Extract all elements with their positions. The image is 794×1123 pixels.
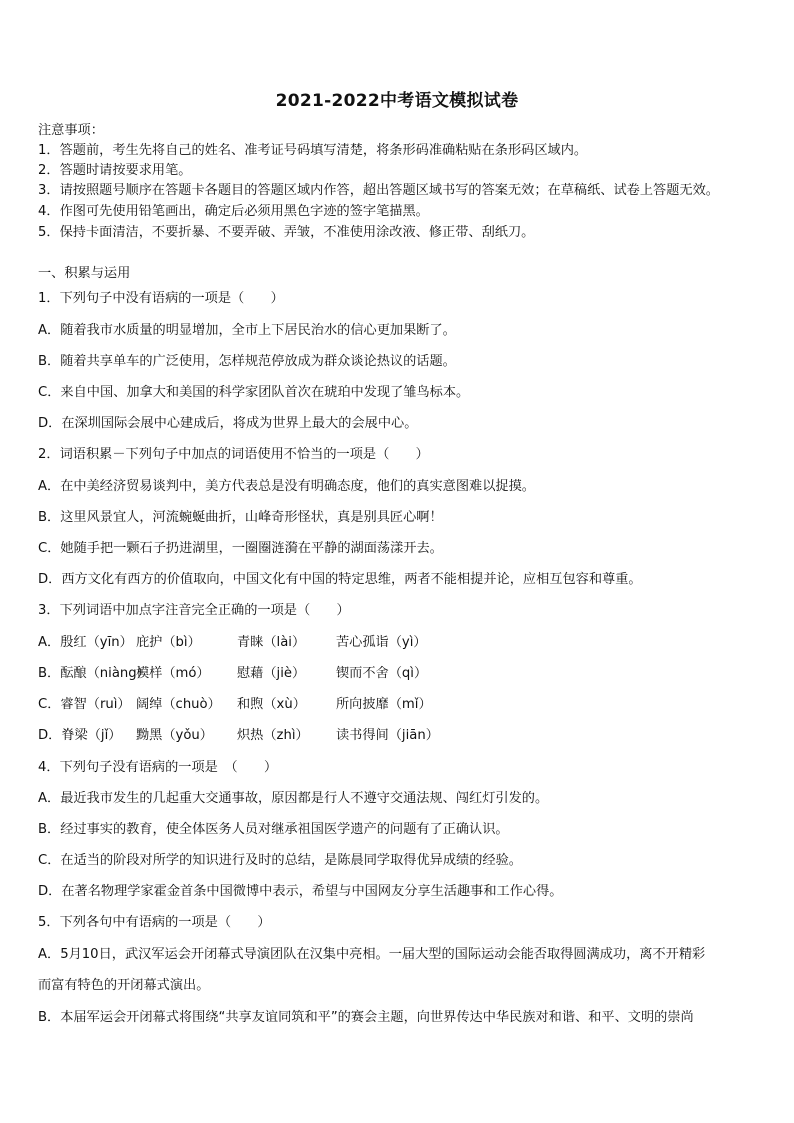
section-heading: 一、积累与运用 — [38, 266, 131, 281]
q3-word: D．脊梁（jǐ） — [38, 728, 122, 743]
q1-option-d: D．在深圳国际会展中心建成后，将成为世界上最大的会展中心。 — [38, 416, 418, 431]
q3-word: 和煦（xù） — [237, 697, 306, 712]
q3-word: 黝黑（yǒu） — [136, 728, 213, 743]
q4-option-b: B．经过事实的教育，使全体医务人员对继承祖国医学遗产的问题有了正确认识。 — [38, 822, 509, 837]
question-stem-2: 2．词语积累－下列句子中加点的词语使用不恰当的一项是（ ） — [38, 447, 429, 462]
q5-option-a: A．5月10日，武汉军运会开闭幕式导演团队在汉集中亮相。一届大型的国际运动会能否取得圆满成功，离不开精彩 — [38, 947, 706, 962]
notice-item: 1．答题前，考生先将自己的姓名、准考证号码填写清楚，将条形码准确粘贴在条形码区域内。 — [38, 143, 588, 158]
q3-option-row-a — [38, 634, 427, 652]
q3-word: A．殷红（yīn） — [38, 635, 133, 650]
question-stem-3: 3．下列词语中加点字注音完全正确的一项是（ ） — [38, 603, 350, 618]
q2-option-a: A．在中美经济贸易谈判中，美方代表总是没有明确态度，他们的真实意图难以捉摸。 — [38, 479, 535, 494]
q3-word: B．酝酿（niàng） — [38, 666, 150, 681]
exam-title: 2021-2022中考语文模拟试卷 — [275, 91, 519, 111]
q3-word: 炽热（zhì） — [237, 728, 309, 743]
q3-word: 庇护（bì） — [136, 635, 201, 650]
q3-word: 锲而不舍（qì） — [336, 666, 428, 681]
notice-item: 3．请按照题号顺序在答题卡各题目的答题区域内作答，超出答题区域书写的答案无效；在草稿纸、试卷上答题无效。 — [38, 183, 719, 198]
q5-option-b: B．本届军运会开闭幕式将围绕“共享友谊同筑和平”的赛会主题，向世界传达中华民族对和谐、和平、文明的崇尚 — [38, 1010, 694, 1025]
q5-option-a-continued: 而富有特色的开闭幕式演出。 — [38, 978, 210, 993]
q1-option-a: A．随着我市水质量的明显增加，全市上下居民治水的信心更加果断了。 — [38, 323, 456, 338]
q4-option-d: D．在著名物理学家霍金首条中国微博中表示，希望与中国网友分享生活趣事和工作心得。 — [38, 884, 563, 899]
q1-option-c: C．来自中国、加拿大和美国的科学家团队首次在琥珀中发现了雏鸟标本。 — [38, 385, 470, 400]
q2-option-b: B．这里风景宜人，河流蜿蜒曲折，山峰奇形怪状，真是别具匠心啊！ — [38, 510, 443, 525]
q3-word: 阔绰（chuò） — [136, 697, 221, 712]
q3-option-row-b — [38, 665, 427, 683]
q3-word: 读书得间（jiān） — [336, 728, 439, 743]
question-stem-4: 4．下列句子没有语病的一项是 （ ） — [38, 760, 278, 775]
q3-word: 所向披靡（mǐ） — [336, 697, 432, 712]
notice-item: 2．答题时请按要求用笔。 — [38, 163, 192, 178]
q4-option-a: A．最近我市发生的几起重大交通事故，原因都是行人不遵守交通法规、闯红灯引发的。 — [38, 791, 549, 806]
q3-word: C．睿智（ruì） — [38, 697, 131, 712]
q3-option-row-d — [38, 727, 439, 745]
question-stem-5: 5．下列各句中有语病的一项是（ ） — [38, 915, 271, 930]
q4-option-c: C．在适当的阶段对所学的知识进行及时的总结，是陈晨同学取得优异成绩的经验。 — [38, 853, 522, 868]
q3-word: 青睐（lài） — [237, 635, 306, 650]
q1-option-b: B．随着共享单车的广泛使用，怎样规范停放成为群众谈论热议的话题。 — [38, 354, 456, 369]
q3-word: 慰藉（jiè） — [237, 666, 306, 681]
notice-item: 4．作图可先使用铅笔画出，确定后必须用黑色字迹的签字笔描黑。 — [38, 204, 429, 219]
question-stem-1: 1．下列句子中没有语病的一项是（ ） — [38, 291, 284, 306]
notice-heading: 注意事项： — [38, 123, 104, 138]
q2-option-c: C．她随手把一颗石子扔进湖里，一圈圈涟漪在平静的湖面荡漾开去。 — [38, 541, 443, 556]
notice-item: 5．保持卡面清洁，不要折暴、不要弄破、弄皱，不准使用涂改液、修正带、刮纸刀。 — [38, 225, 535, 240]
q3-option-row-c — [38, 696, 432, 714]
q3-word: 模样（mó） — [136, 666, 210, 681]
q3-word: 苦心孤诣（yì） — [336, 635, 427, 650]
q2-option-d: D．西方文化有西方的价值取向，中国文化有中国的特定思维，两者不能相提并论，应相互包容和尊重。 — [38, 572, 642, 587]
